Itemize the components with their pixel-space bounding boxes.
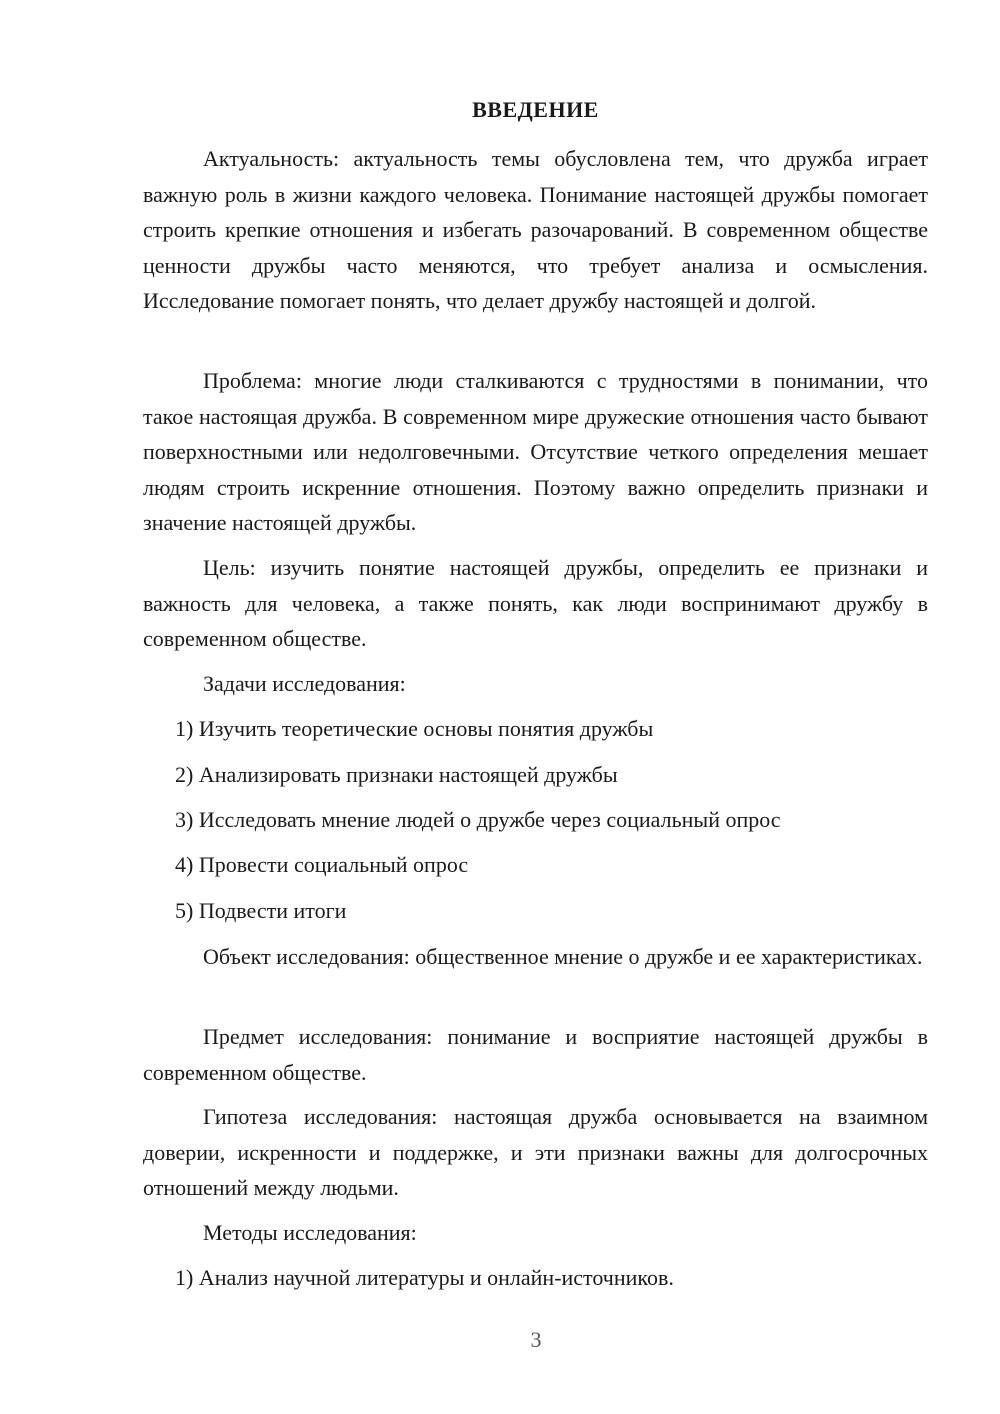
task-item-2: 2) Анализировать признаки настоящей дружбы xyxy=(175,762,618,787)
methods-heading: Методы исследования: xyxy=(203,1220,417,1245)
object-paragraph: Объект исследования: общественное мнение о дружбе и ее характеристиках. xyxy=(203,944,923,969)
tasks-heading: Задачи исследования: xyxy=(203,671,406,696)
task-item-5: 5) Подвести итоги xyxy=(175,898,347,923)
hypothesis-paragraph: Гипотеза исследования: настоящая дружба основывается на взаимном доверии, искренности и поддержке, и эти признаки важны для долгосрочных отношений между людьми. xyxy=(143,1104,928,1200)
goal-paragraph: Цель: изучить понятие настоящей дружбы, определить ее признаки и важность для человека, а также понять, как люди воспринимают дружбу в современном обществе. xyxy=(143,555,928,651)
task-item-3: 3) Исследовать мнение людей о дружбе через социальный опрос xyxy=(175,807,781,832)
page-number: 3 xyxy=(530,1327,542,1352)
task-item-1: 1) Изучить теоретические основы понятия дружбы xyxy=(175,716,654,741)
problem-paragraph: Проблема: многие люди сталкиваются с трудностями в понимании, что такое настоящая дружба. В современном мире дружеские отношения часто бывают поверхностными или недолговечными. Отсутствие четкого определения мешает людям строить искренние отношения. Поэтому важно определить признаки и значение настоящей дружбы. xyxy=(143,368,928,535)
task-item-4: 4) Провести социальный опрос xyxy=(175,852,469,877)
relevance-paragraph: Актуальность: актуальность темы обусловлена тем, что дружба играет важную роль в жизни каждого человека. Понимание настоящей дружбы помогает строить крепкие отношения и избегать разочарований. В современном обществе ценности дружбы часто меняются, что требует анализа и осмысления. Исследование помогает понять, что делает дружбу настоящей и долгой. xyxy=(143,146,928,313)
subject-paragraph: Предмет исследования: понимание и восприятие настоящей дружбы в современном обществе. xyxy=(143,1024,928,1085)
page-title: ВВЕДЕНИЕ xyxy=(472,97,599,122)
method-item-1: 1) Анализ научной литературы и онлайн-источников. xyxy=(175,1265,674,1290)
